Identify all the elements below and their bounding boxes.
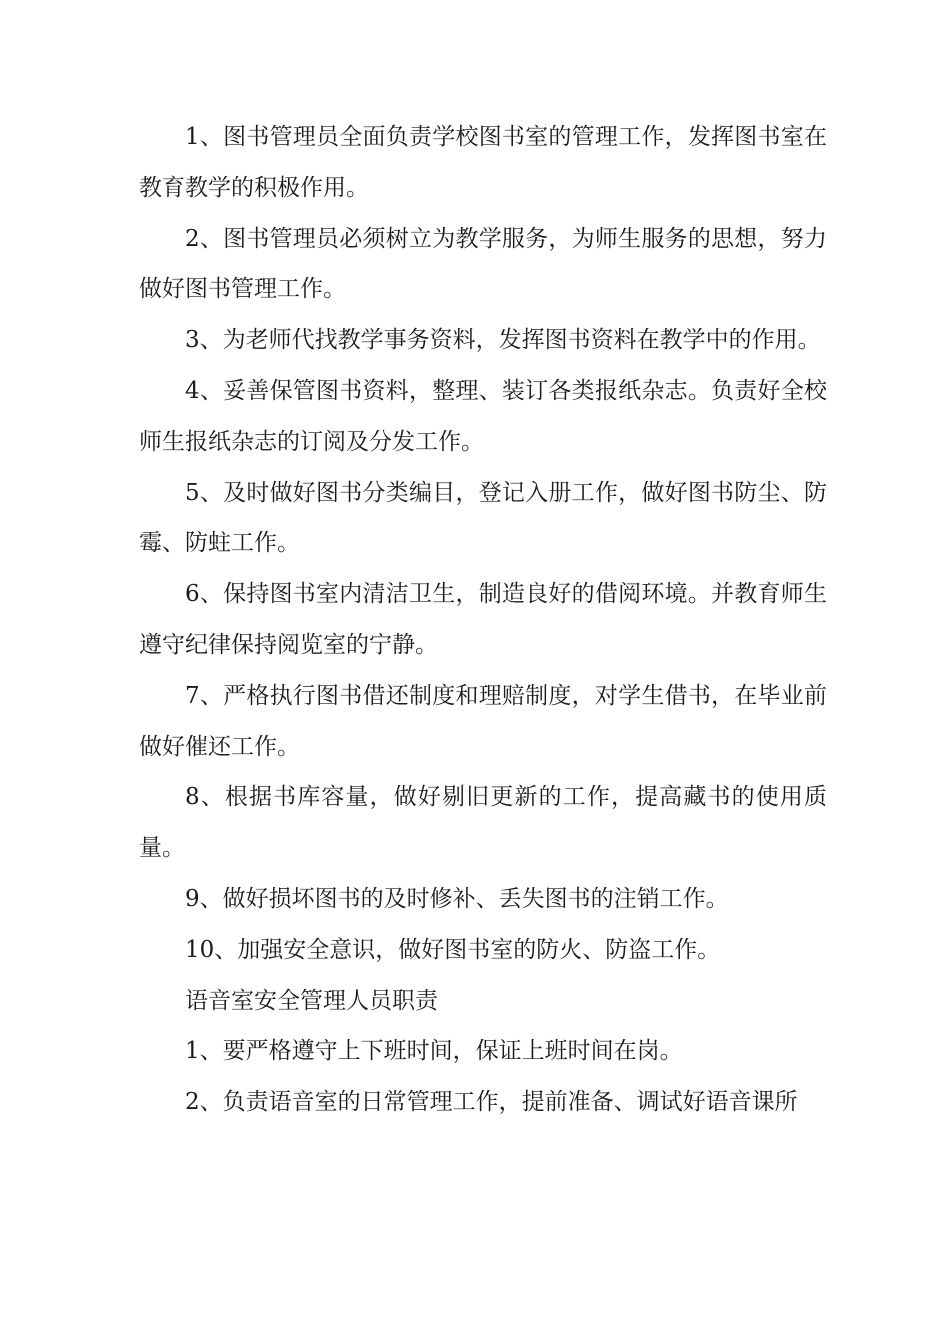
duty-item-8: 8、根据书库容量，做好剔旧更新的工作，提高藏书的使用质量。 <box>139 784 827 862</box>
document-body <box>139 112 827 1128</box>
duty-item-9: 9、做好损坏图书的及时修补、丢失图书的注销工作。 <box>185 885 729 912</box>
duty-item-4: 4、妥善保管图书资料，整理、装订各类报纸杂志。负责好全校师生报纸杂志的订阅及分发工作。 <box>139 377 827 455</box>
lab-duty-item-1: 1、要严格遵守上下班时间，保证上班时间在岗。 <box>185 1038 683 1065</box>
duty-item-10: 10、加强安全意识，做好图书室的防火、防盗工作。 <box>185 936 721 963</box>
duty-item-2: 2、图书管理员必须树立为教学服务，为师生服务的思想，努力做好图书管理工作。 <box>139 225 827 303</box>
duty-item-6: 6、保持图书室内清洁卫生，制造良好的借阅环境。并教育师生遵守纪律保持阅览室的宁静。 <box>139 581 827 658</box>
duty-item-7: 7、严格执行图书借还制度和理赔制度，对学生借书，在毕业前做好催还工作。 <box>139 682 827 760</box>
lab-duty-item-2: 2、负责语音室的日常管理工作，提前准备、调试好语音课所 <box>185 1089 798 1116</box>
duty-item-3: 3、为老师代找教学事务资料，发挥图书资料在教学中的作用。 <box>185 327 821 354</box>
section-heading: 语音室安全管理人员职责 <box>185 987 438 1014</box>
duty-item-5: 5、及时做好图书分类编目，登记入册工作，做好图书防尘、防霉、防蛀工作。 <box>139 479 827 557</box>
duty-item-1: 1、图书管理员全面负责学校图书室的管理工作，发挥图书室在教育教学的积极作用。 <box>139 124 827 201</box>
